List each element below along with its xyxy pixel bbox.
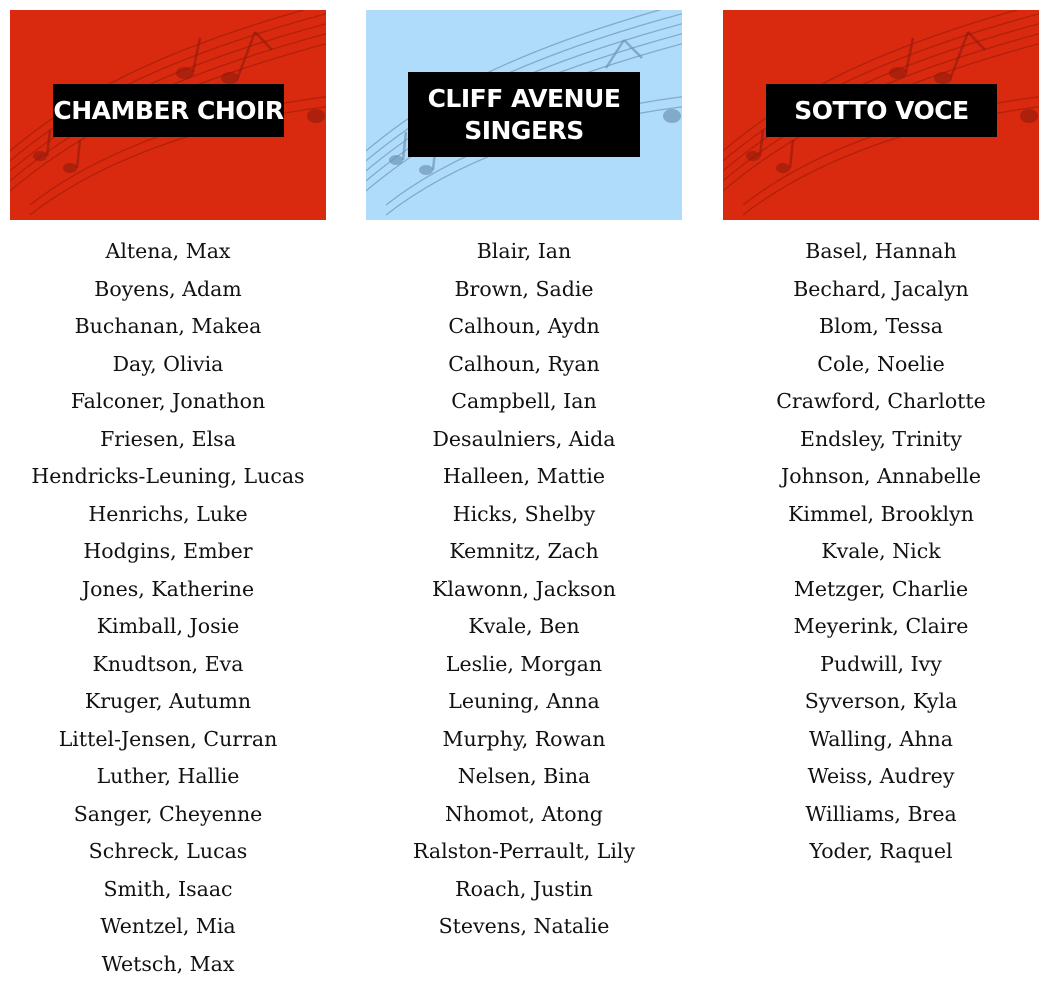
member-name: Boyens, Adam [10, 271, 326, 309]
member-name: Henrichs, Luke [10, 496, 326, 534]
member-name: Littel-Jensen, Curran [10, 721, 326, 759]
member-list [366, 233, 682, 946]
group-chamber-choir [10, 10, 326, 983]
member-name: Pudwill, Ivy [723, 646, 1039, 684]
member-name: Wetsch, Max [10, 946, 326, 983]
member-name: Kimball, Josie [10, 608, 326, 646]
member-name: Endsley, Trinity [723, 421, 1039, 459]
member-name: Calhoun, Ryan [366, 346, 682, 384]
member-name: Blom, Tessa [723, 308, 1039, 346]
group-banner [366, 10, 682, 220]
group-title: CHAMBER CHOIR [53, 84, 284, 137]
group-sotto-voce [723, 10, 1039, 871]
member-name: Nhomot, Atong [366, 796, 682, 834]
member-name: Leuning, Anna [366, 683, 682, 721]
member-list [10, 233, 326, 983]
member-name: Sanger, Cheyenne [10, 796, 326, 834]
member-name: Day, Olivia [10, 346, 326, 384]
member-list [723, 233, 1039, 871]
member-name: Calhoun, Aydn [366, 308, 682, 346]
member-name: Schreck, Lucas [10, 833, 326, 871]
member-name: Yoder, Raquel [723, 833, 1039, 871]
member-name: Walling, Ahna [723, 721, 1039, 759]
group-banner [723, 10, 1039, 220]
member-name: Kvale, Ben [366, 608, 682, 646]
member-name: Halleen, Mattie [366, 458, 682, 496]
member-name: Basel, Hannah [723, 233, 1039, 271]
member-name: Campbell, Ian [366, 383, 682, 421]
group-banner [10, 10, 326, 220]
member-name: Klawonn, Jackson [366, 571, 682, 609]
member-name: Nelsen, Bina [366, 758, 682, 796]
member-name: Roach, Justin [366, 871, 682, 909]
member-name: Syverson, Kyla [723, 683, 1039, 721]
member-name: Hicks, Shelby [366, 496, 682, 534]
group-cliff-avenue-singers [366, 10, 682, 946]
member-name: Kvale, Nick [723, 533, 1039, 571]
group-title: CLIFF AVENUE SINGERS [408, 72, 640, 157]
member-name: Blair, Ian [366, 233, 682, 271]
member-name: Leslie, Morgan [366, 646, 682, 684]
member-name: Knudtson, Eva [10, 646, 326, 684]
member-name: Weiss, Audrey [723, 758, 1039, 796]
member-name: Kruger, Autumn [10, 683, 326, 721]
member-name: Metzger, Charlie [723, 571, 1039, 609]
member-name: Stevens, Natalie [366, 908, 682, 946]
member-name: Meyerink, Claire [723, 608, 1039, 646]
group-title: SOTTO VOCE [766, 84, 997, 137]
member-name: Friesen, Elsa [10, 421, 326, 459]
member-name: Hodgins, Ember [10, 533, 326, 571]
member-name: Buchanan, Makea [10, 308, 326, 346]
member-name: Desaulniers, Aida [366, 421, 682, 459]
member-name: Altena, Max [10, 233, 326, 271]
member-name: Kimmel, Brooklyn [723, 496, 1039, 534]
member-name: Murphy, Rowan [366, 721, 682, 759]
member-name: Wentzel, Mia [10, 908, 326, 946]
member-name: Jones, Katherine [10, 571, 326, 609]
member-name: Kemnitz, Zach [366, 533, 682, 571]
member-name: Smith, Isaac [10, 871, 326, 909]
member-name: Luther, Hallie [10, 758, 326, 796]
member-name: Johnson, Annabelle [723, 458, 1039, 496]
member-name: Crawford, Charlotte [723, 383, 1039, 421]
member-name: Falconer, Jonathon [10, 383, 326, 421]
member-name: Bechard, Jacalyn [723, 271, 1039, 309]
member-name: Cole, Noelie [723, 346, 1039, 384]
member-name: Brown, Sadie [366, 271, 682, 309]
member-name: Hendricks-Leuning, Lucas [10, 458, 326, 496]
member-name: Williams, Brea [723, 796, 1039, 834]
member-name: Ralston-Perrault, Lily [366, 833, 682, 871]
